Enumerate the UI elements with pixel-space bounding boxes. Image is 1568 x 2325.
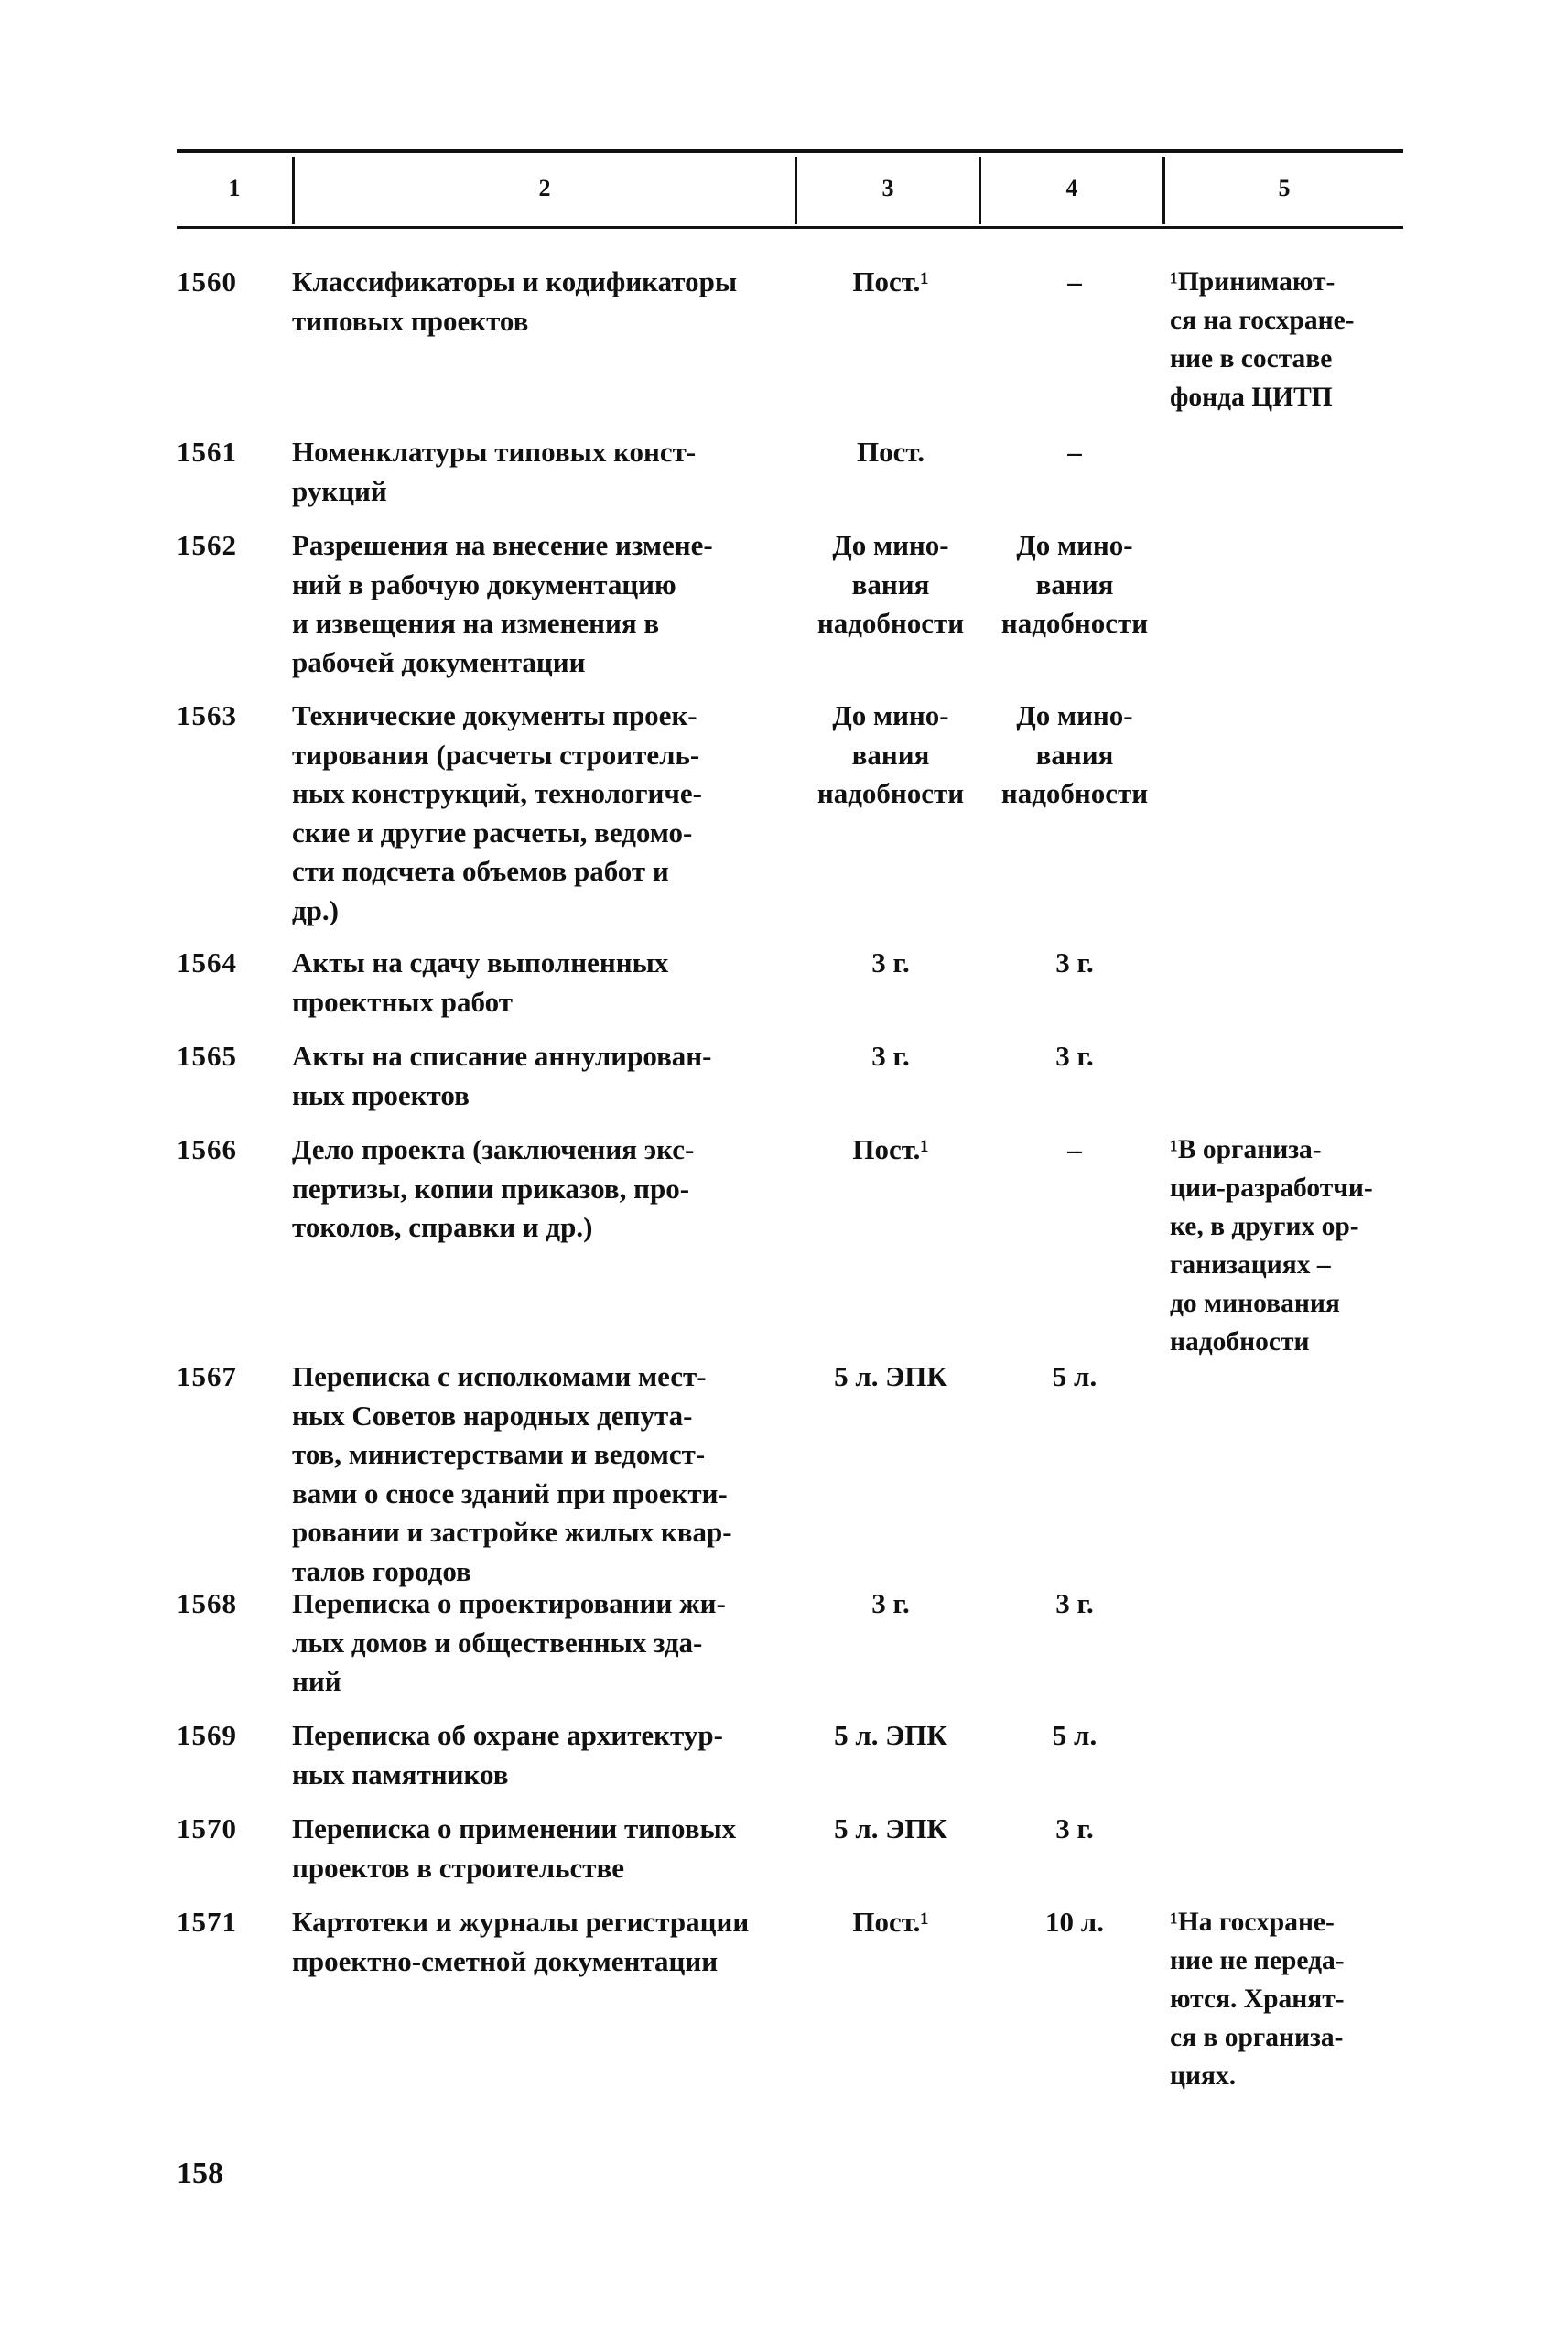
article-number: 1569 bbox=[177, 1719, 237, 1751]
retention-period-expert: 5 л. ЭПК bbox=[834, 1812, 947, 1844]
retention-period-expert: Пост.¹ bbox=[852, 1133, 929, 1165]
article-number: 1563 bbox=[177, 699, 237, 731]
retention-period-other: – bbox=[1067, 436, 1082, 468]
retention-period-expert: 3 г. bbox=[871, 1040, 910, 1072]
retention-period-expert: До мино- вания надобности bbox=[816, 529, 965, 639]
page-number: 158 bbox=[177, 2157, 223, 2190]
retention-period-expert: 3 г. bbox=[871, 946, 910, 979]
header-col-4: 4 bbox=[1065, 175, 1078, 201]
article-number: 1568 bbox=[177, 1587, 237, 1619]
table-row bbox=[177, 1716, 1403, 1810]
article-number: 1562 bbox=[177, 529, 237, 561]
article-number: 1564 bbox=[177, 946, 237, 979]
table-header bbox=[177, 149, 1403, 229]
article-description: Разрешения на внесение измене- ний в рабочую документацию и извещения на изменения в рабочей документации bbox=[292, 529, 713, 678]
table-row bbox=[177, 1357, 1403, 1587]
table-row bbox=[177, 944, 1403, 1037]
retention-period-other: 10 л. bbox=[1045, 1906, 1104, 1938]
article-description: Классификаторы и кодификаторы типовых проектов bbox=[292, 265, 738, 337]
retention-period-other: 5 л. bbox=[1052, 1719, 1098, 1751]
header-col-2: 2 bbox=[538, 175, 551, 201]
retention-period-other: 5 л. bbox=[1052, 1360, 1098, 1392]
article-number: 1566 bbox=[177, 1133, 237, 1165]
table-row bbox=[177, 433, 1403, 526]
article-description: Картотеки и журналы регистрации проектно-сметной документации bbox=[292, 1906, 750, 1977]
article-description: Переписка с исполкомами мест- ных Советов народных депута- тов, министерствами и ведомст- вами о сносе зданий при проекти- ровании и застройке жилых квар- талов городов bbox=[292, 1360, 732, 1587]
article-number: 1567 bbox=[177, 1360, 237, 1392]
article-description: Технические документы проек- тирования (расчеты строитель- ных конструкций, технологиче- ские и другие расчеты, ведомо- сти подсчета объемов работ и др.) bbox=[292, 699, 702, 926]
article-description: Акты на сдачу выполненных проектных работ bbox=[292, 946, 669, 1018]
retention-period-expert: Пост.¹ bbox=[852, 265, 929, 297]
retention-period-other: 3 г. bbox=[1055, 1812, 1094, 1844]
retention-period-expert: До мино- вания надобности bbox=[816, 699, 965, 809]
retention-period-other: 3 г. bbox=[1055, 946, 1094, 979]
retention-period-expert: 5 л. ЭПК bbox=[834, 1719, 947, 1751]
retention-period-expert: Пост.¹ bbox=[852, 1906, 929, 1938]
article-number: 1570 bbox=[177, 1812, 237, 1844]
article-description: Акты на списание аннулирован- ных проектов bbox=[292, 1040, 712, 1111]
table-row bbox=[177, 1130, 1403, 1357]
retention-period-other: – bbox=[1067, 265, 1082, 297]
retention-period-other: До мино- вания надобности bbox=[1000, 699, 1149, 809]
retention-period-other: До мино- вания надобности bbox=[1000, 529, 1149, 639]
retention-period-other: 3 г. bbox=[1055, 1587, 1094, 1619]
table-row bbox=[177, 526, 1403, 697]
header-col-3: 3 bbox=[881, 175, 894, 201]
table-body bbox=[177, 263, 1403, 2104]
table-row bbox=[177, 1584, 1403, 1716]
article-description: Переписка об охране архитектур- ных памятников bbox=[292, 1719, 723, 1790]
article-description: Номенклатуры типовых конст- рукций bbox=[292, 436, 697, 507]
header-col-1: 1 bbox=[228, 175, 241, 201]
table-row bbox=[177, 697, 1403, 944]
article-number: 1561 bbox=[177, 436, 237, 468]
article-note: ¹На госхране- ние не переда- ются. Хранят- ся в организа- циях. bbox=[1170, 1908, 1345, 2091]
article-number: 1560 bbox=[177, 265, 237, 297]
article-number: 1571 bbox=[177, 1906, 237, 1938]
article-note: ¹Принимают- ся на госхране- ние в составе фонда ЦИТП bbox=[1170, 267, 1355, 412]
article-note: ¹В организа- ции-разработчи- ке, в других ор- ганизациях – до минования надобности bbox=[1170, 1135, 1373, 1357]
retention-period-expert: 3 г. bbox=[871, 1587, 910, 1619]
records-table bbox=[177, 149, 1403, 2104]
article-description: Переписка о применении типовых проектов в строительстве bbox=[292, 1812, 737, 1884]
retention-period-expert: Пост. bbox=[856, 436, 925, 468]
table-row bbox=[177, 263, 1403, 433]
table-row bbox=[177, 1037, 1403, 1130]
retention-period-other: 3 г. bbox=[1055, 1040, 1094, 1072]
retention-period-expert: 5 л. ЭПК bbox=[834, 1360, 947, 1392]
table-row bbox=[177, 1810, 1403, 1903]
article-description: Дело проекта (заключения экс- пертизы, копии приказов, про- токолов, справки и др.) bbox=[292, 1133, 695, 1243]
article-description: Переписка о проектировании жи- лых домов и общественных зда- ний bbox=[292, 1587, 726, 1697]
retention-period-other: – bbox=[1067, 1133, 1082, 1165]
article-number: 1565 bbox=[177, 1040, 237, 1072]
header-col-5: 5 bbox=[1278, 175, 1291, 201]
table-row bbox=[177, 1903, 1403, 2104]
